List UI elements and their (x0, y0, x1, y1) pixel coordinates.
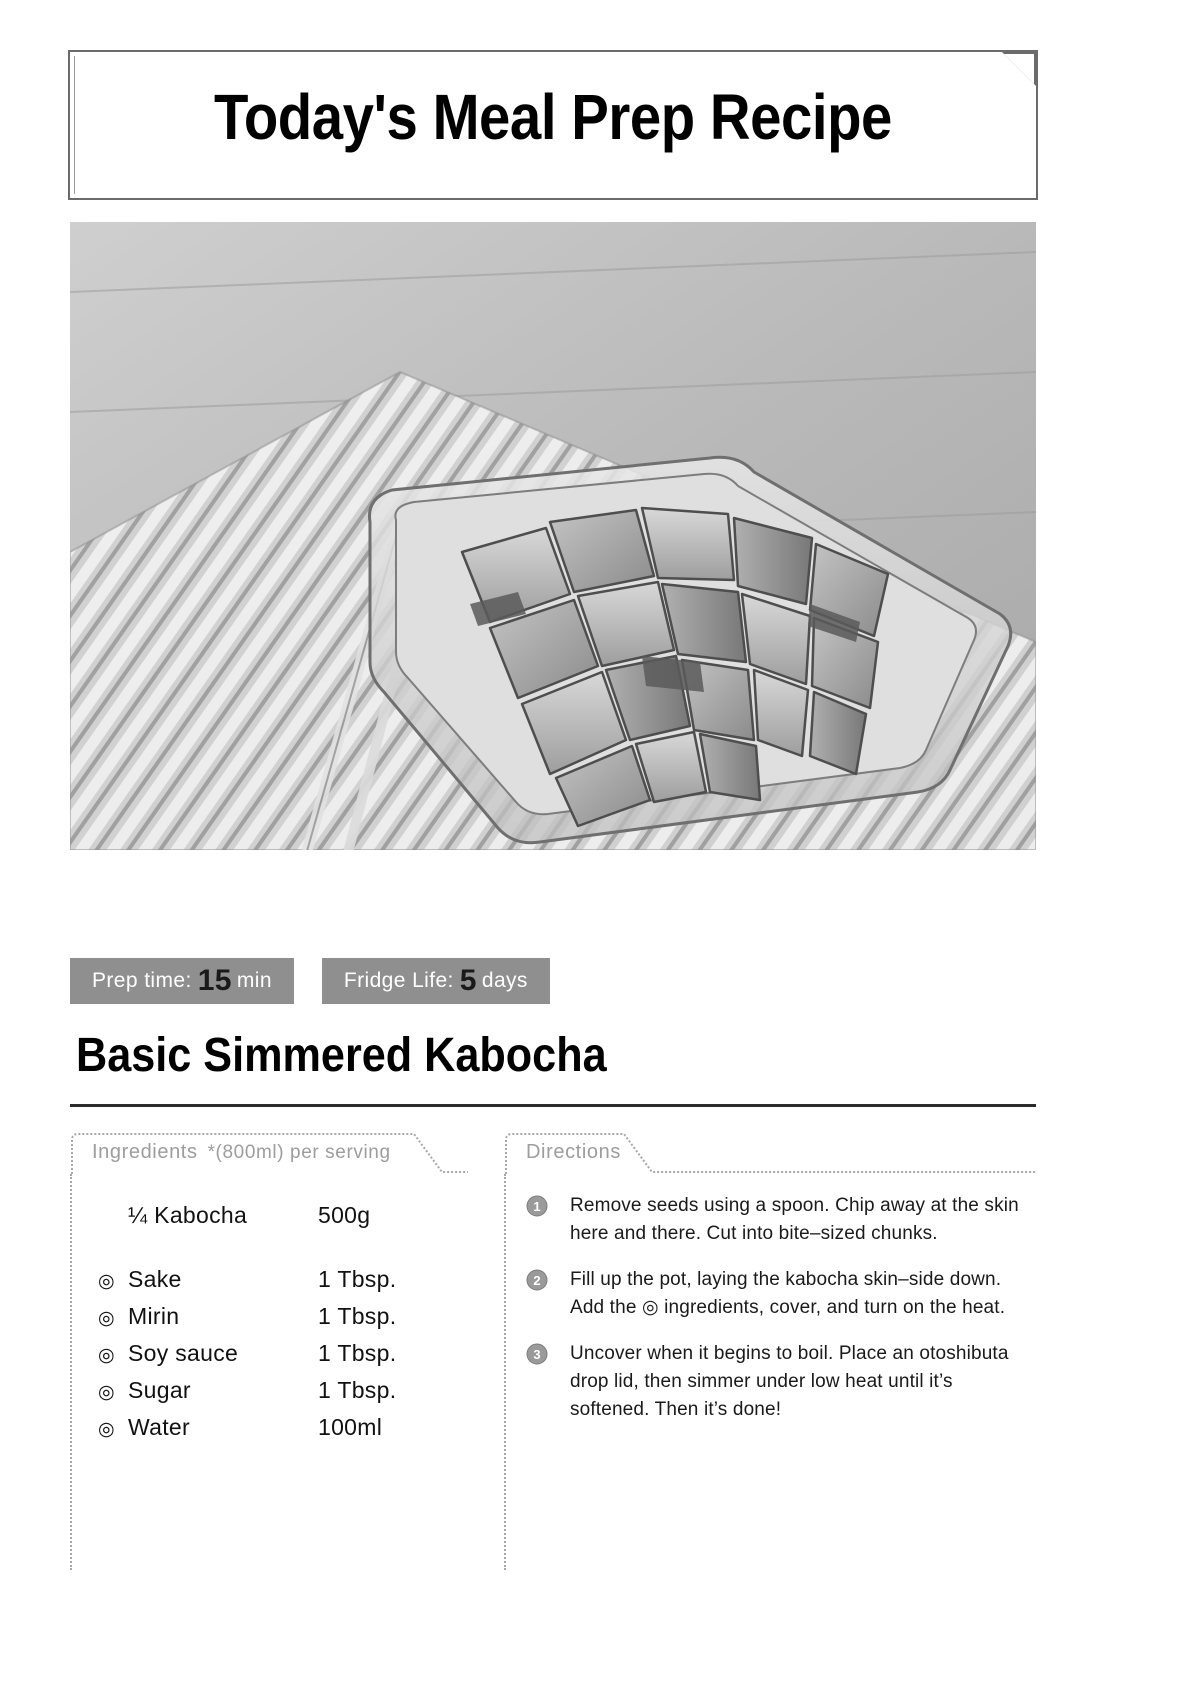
list-item (526, 1266, 1032, 1322)
prep-time-value: 15 (197, 964, 232, 997)
prep-time-label: Prep time: (92, 969, 192, 992)
prep-time-badge (70, 958, 294, 1004)
fridge-life-badge (322, 958, 550, 1004)
ingredients-body (70, 1174, 468, 1570)
ingredient-name: Sake (128, 1266, 182, 1292)
step-number-badge (526, 1192, 570, 1248)
ingredient-amount: 100ml (318, 1414, 383, 1440)
list-item (98, 1373, 428, 1410)
step-text: Uncover when it begins to boil. Place an otoshibuta drop lid, then simmer under low heat until it’s softened. Then it’s done! (570, 1343, 1009, 1420)
ingredient-amount: 1 Tbsp. (318, 1266, 397, 1292)
directions-tab-label (526, 1141, 621, 1164)
step-text: Fill up the pot, laying the kabocha skin–side down. Add the ◎ ingredients, cover, and turn on the heat. (570, 1269, 1006, 1318)
ingredient-mark: ◎ (98, 1345, 115, 1366)
ingredient-amount: 1 Tbsp. (318, 1303, 397, 1329)
corner-fold-highlight (1004, 54, 1034, 84)
ingredients-tab-subtitle: *(800ml) per serving (207, 1142, 391, 1163)
directions-panel (504, 1132, 1036, 1570)
fridge-life-unit: days (481, 969, 528, 992)
ingredient-name: Mirin (128, 1303, 180, 1329)
header-banner (68, 50, 1038, 200)
hero-photo (70, 222, 1036, 850)
step-number-badge (526, 1266, 570, 1322)
directions-tab (504, 1132, 1036, 1174)
prep-time-unit: min (236, 969, 272, 992)
ingredient-mark: ◎ (98, 1271, 115, 1292)
ingredient-mark: ◎ (98, 1419, 115, 1440)
step-number-text: 1 (533, 1199, 541, 1214)
fridge-life-label: Fridge Life: (343, 969, 454, 992)
meta-badges (70, 958, 550, 1004)
directions-tab-title: Directions (526, 1141, 621, 1163)
list-item (98, 1299, 428, 1336)
ingredients-tab (70, 1132, 468, 1174)
page-title: Today's Meal Prep Recipe (214, 81, 892, 153)
ingredient-mark: ◎ (98, 1308, 115, 1329)
list-item (526, 1192, 1032, 1248)
step-number-text: 3 (533, 1347, 541, 1362)
circled-number-icon (526, 1195, 548, 1217)
ingredient-name: Sugar (128, 1377, 191, 1403)
recipe-title: Basic Simmered Kabocha (76, 1029, 607, 1082)
list-gap (98, 1232, 428, 1262)
ingredient-amount: 1 Tbsp. (318, 1340, 397, 1366)
food-photo-illustration (70, 222, 1036, 850)
ingredients-panel (70, 1132, 468, 1570)
list-item (526, 1340, 1032, 1424)
ingredient-name: Soy sauce (128, 1340, 239, 1366)
ingredient-amount: 1 Tbsp. (318, 1377, 397, 1403)
list-item (98, 1410, 428, 1447)
directions-list (526, 1192, 1032, 1442)
step-number-badge (526, 1340, 570, 1424)
directions-body (504, 1174, 1036, 1570)
list-item (98, 1336, 428, 1373)
list-item (98, 1262, 428, 1299)
list-item (98, 1198, 428, 1232)
circled-number-icon (526, 1269, 548, 1291)
ingredients-tab-label (92, 1141, 391, 1164)
section-divider (70, 1104, 1036, 1107)
ingredients-tab-title: Ingredients (92, 1141, 198, 1163)
ingredient-name: Water (128, 1414, 190, 1440)
fridge-life-value: 5 (459, 964, 477, 997)
circled-number-icon (526, 1343, 548, 1365)
ingredient-name: ¼ Kabocha (128, 1202, 248, 1228)
ingredients-list (98, 1198, 428, 1447)
step-text: Remove seeds using a spoon. Chip away at the skin here and there. Cut into bite–sized chunks. (570, 1195, 1019, 1244)
step-number-text: 2 (533, 1273, 541, 1288)
ingredient-mark: ◎ (98, 1382, 115, 1403)
ingredient-amount: 500g (318, 1202, 371, 1228)
